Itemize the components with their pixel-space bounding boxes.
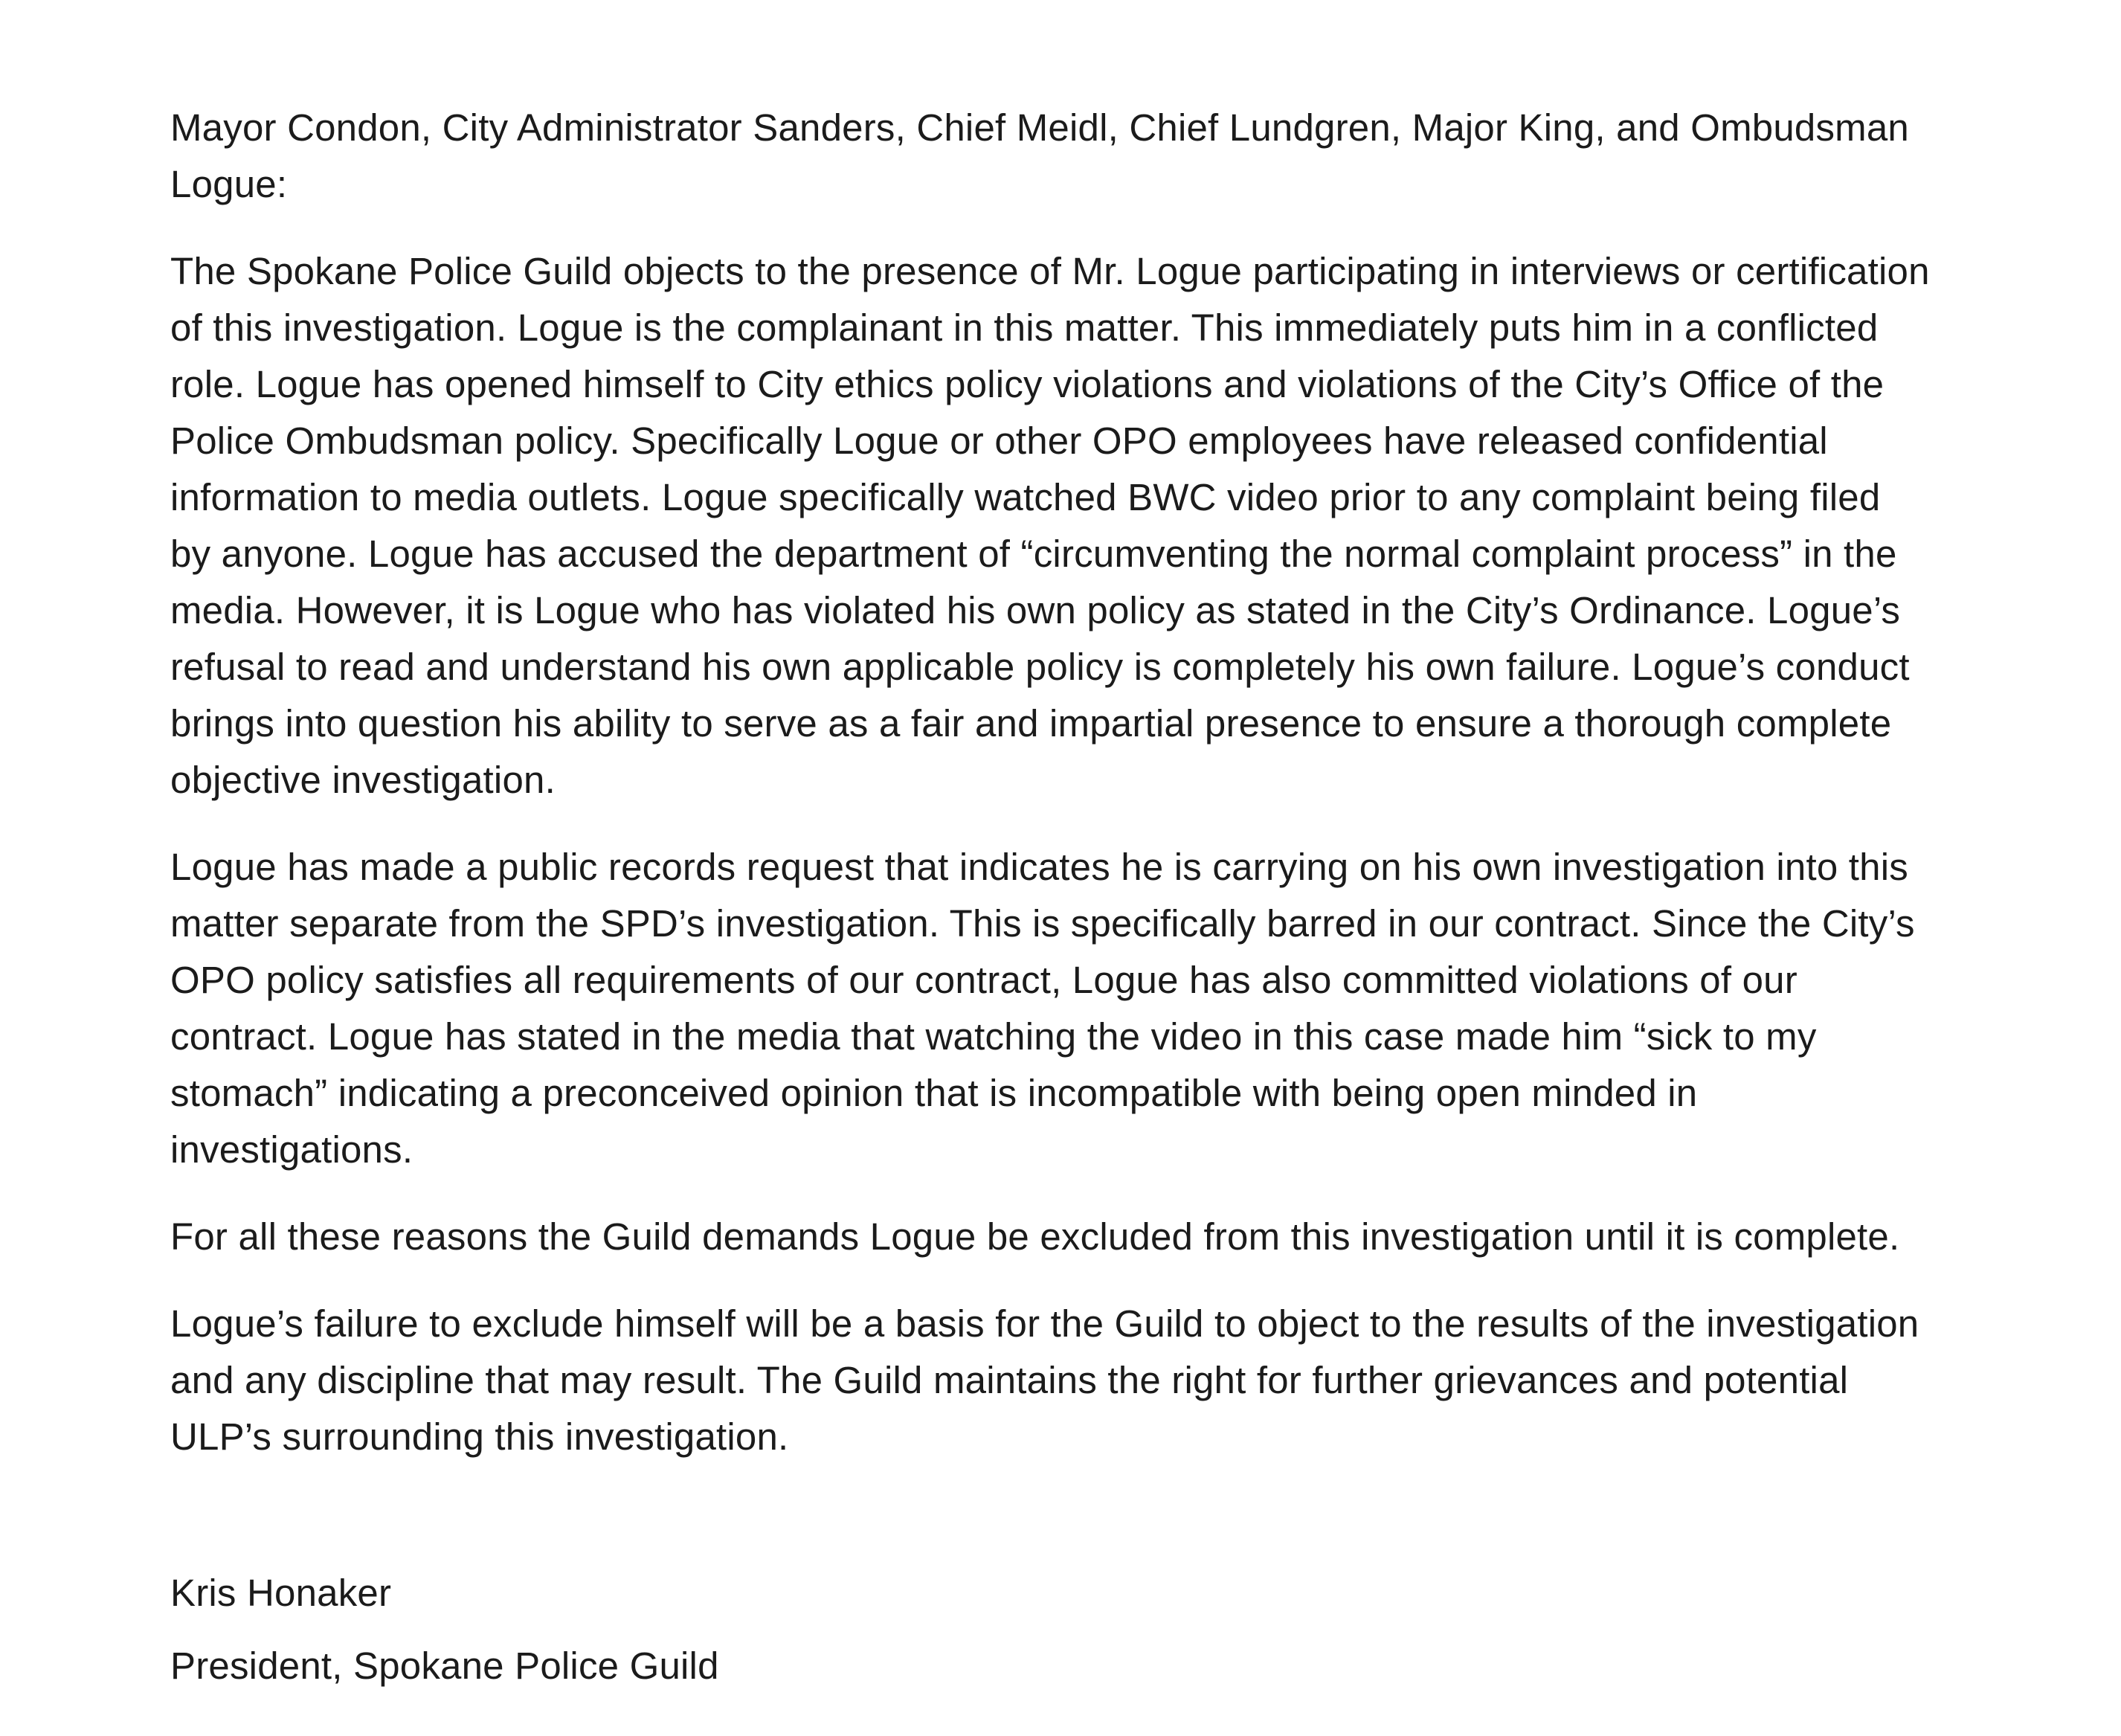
letter-line: matter separate from the SPD’s investigation. This is specifically barred in our contract. Since the City’s xyxy=(170,902,1915,945)
letter-line: OPO policy satisfies all requirements of our contract, Logue has also committed violations of our xyxy=(170,959,1797,1001)
body-paragraph-4 xyxy=(170,1296,2074,1465)
letter-line: media. However, it is Logue who has violated his own policy as stated in the City’s Ordinance. Logue’s xyxy=(170,589,1901,631)
letter-line: For all these reasons the Guild demands Logue be excluded from this investigation until it is complete. xyxy=(170,1215,1900,1258)
letter-line: of this investigation. Logue is the complainant in this matter. This immediately puts him in a conflicted xyxy=(170,306,1879,349)
letter-line: Logue’s failure to exclude himself will be a basis for the Guild to object to the results of the investigation xyxy=(170,1302,1919,1345)
body-paragraph-2 xyxy=(170,839,2074,1178)
salutation-line: Logue: xyxy=(170,163,288,205)
letter-line: Police Ombudsman policy. Specifically Logue or other OPO employees have released confidential xyxy=(170,419,1828,462)
letter-line: by anyone. Logue has accused the department of “circumventing the normal complaint process” in the xyxy=(170,533,1897,575)
letter-line: stomach” indicating a preconceived opinion that is incompatible with being open minded in xyxy=(170,1072,1698,1114)
salutation-line: Mayor Condon, City Administrator Sanders, Chief Meidl, Chief Lundgren, Major King, and Ombudsman xyxy=(170,106,1909,149)
letter-line: ULP’s surrounding this investigation. xyxy=(170,1415,789,1458)
letter-line: refusal to read and understand his own applicable policy is completely his own failure. Logue’s conduct xyxy=(170,646,1910,688)
signature-name: Kris Honaker xyxy=(170,1572,392,1614)
letter-line: information to media outlets. Logue specifically watched BWC video prior to any complaint being filed xyxy=(170,476,1881,518)
letter-line: The Spokane Police Guild objects to the presence of Mr. Logue participating in interviews or certification xyxy=(170,250,1930,292)
letter-line: and any discipline that may result. The Guild maintains the right for further grievances and potential xyxy=(170,1359,1849,1401)
letter-line: role. Logue has opened himself to City ethics policy violations and violations of the City’s Office of the xyxy=(170,363,1885,405)
letter-line: Logue has made a public records request that indicates he is carrying on his own investigation into this xyxy=(170,846,1908,888)
letter-line: investigations. xyxy=(170,1128,413,1171)
letter-line: brings into question his ability to serve as a fair and impartial presence to ensure a thorough complete xyxy=(170,702,1892,745)
letter-line: contract. Logue has stated in the media that watching the video in this case made him “sick to my xyxy=(170,1015,1817,1058)
letter-line: objective investigation. xyxy=(170,759,556,801)
signature-title: President, Spokane Police Guild xyxy=(170,1645,719,1687)
body-paragraph-3 xyxy=(170,1209,2074,1265)
salutation-paragraph xyxy=(170,100,2074,213)
body-paragraph-1 xyxy=(170,243,2074,808)
letter-page xyxy=(170,100,2074,1694)
